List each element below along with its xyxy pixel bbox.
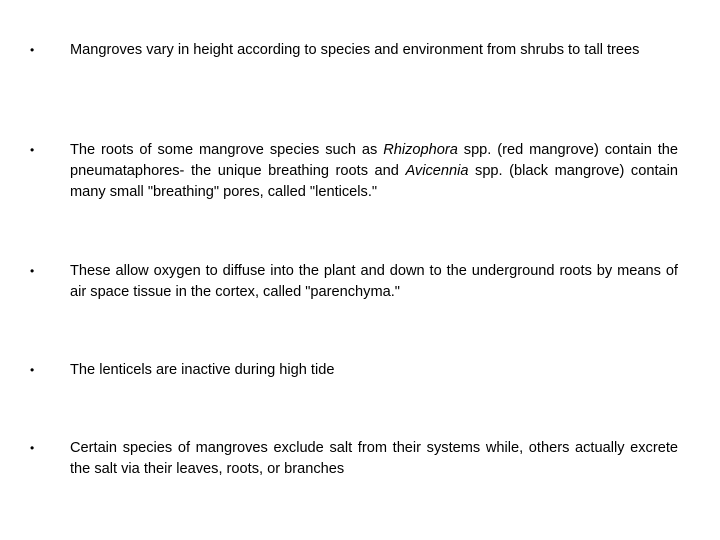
species-name-rhizophora: Rhizophora (383, 142, 458, 158)
bullet-item (30, 360, 678, 381)
text-run: Certain species of mangroves exclude salt from their systems while, others actually excrete the salt via their leaves, roots, or branches (70, 440, 678, 477)
bullet-icon: • (30, 143, 35, 157)
bullet-text (70, 40, 678, 61)
bullet-text (70, 438, 678, 480)
text-run: spp. (black mangrove) contain many small "breathing" pores, called "lenticels." (70, 163, 678, 200)
bullet-text (70, 140, 678, 203)
bullet-text (70, 261, 678, 303)
bullet-text (70, 360, 678, 381)
bullet-item (30, 140, 678, 203)
bullet-item (30, 261, 678, 303)
text-run: spp. (red mangrove) contain the pneumataphores- the unique breathing roots and (70, 142, 678, 179)
bullet-icon: • (30, 363, 35, 377)
bullet-icon: • (30, 264, 35, 278)
text-run: The roots of some mangrove species such as (70, 142, 384, 158)
bullet-item (30, 438, 678, 480)
text-run: The lenticels are inactive during high tide (70, 362, 335, 378)
text-run: Mangroves vary in height according to species and environment from shrubs to tall trees (70, 42, 640, 58)
bullet-icon: • (30, 441, 35, 455)
bullet-item (30, 40, 678, 61)
text-run: These allow oxygen to diffuse into the plant and down to the underground roots by means of air space tissue in the cortex, called "parenchyma." (70, 263, 678, 300)
bullet-icon: • (30, 43, 35, 57)
species-name-avicennia: Avicennia (405, 163, 469, 179)
